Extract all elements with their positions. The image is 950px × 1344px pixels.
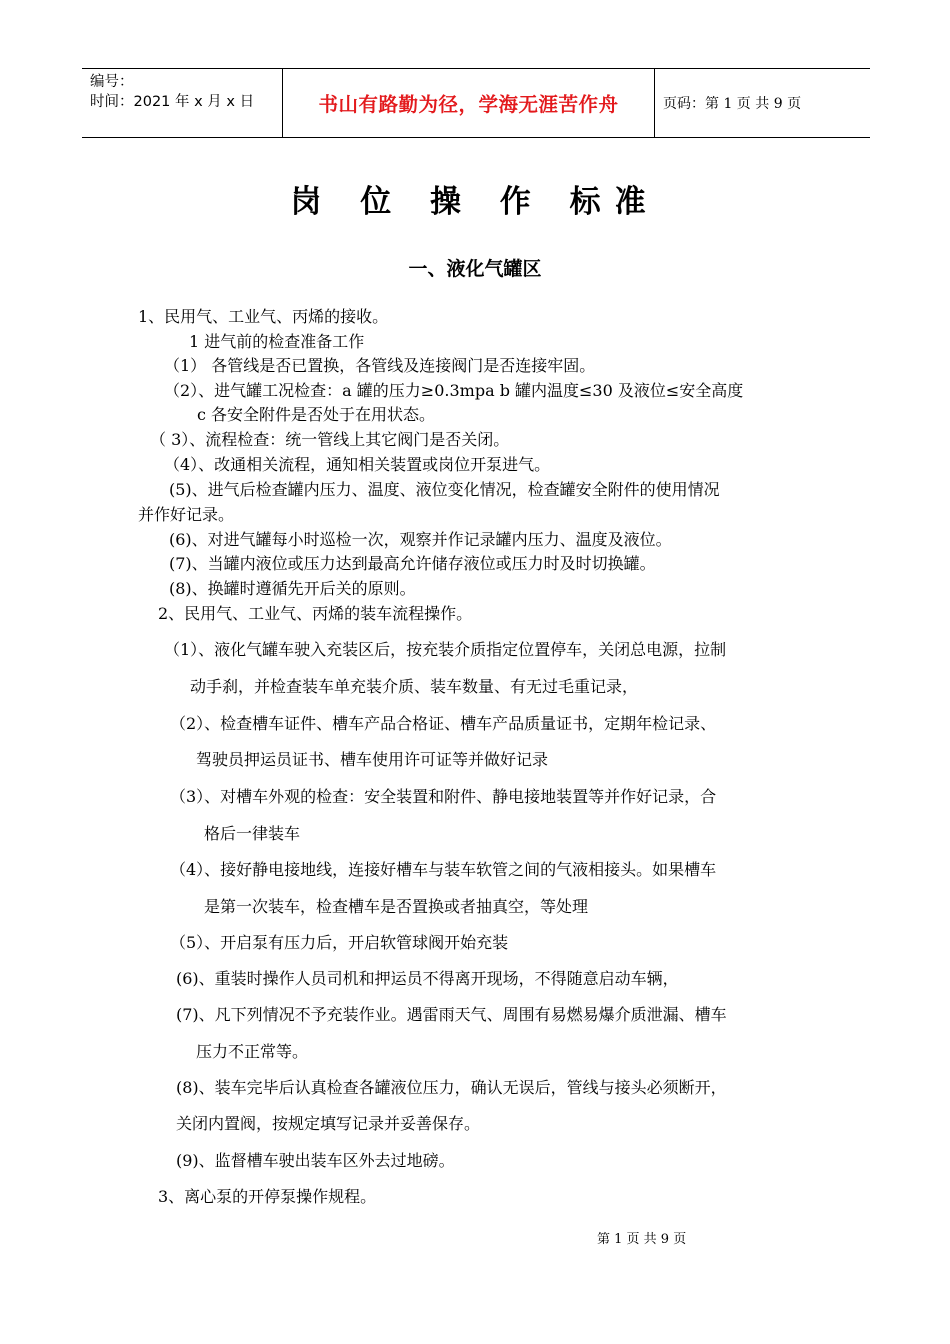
body-line: c 各安全附件是否处于在用状态。 (197, 405, 436, 424)
body-line: （2）、进气罐工况检查：a 罐的压力≥0.3mpa b 罐内温度≤30 及液位≤安全高度 (164, 381, 744, 400)
body-line: 3、离心泵的开停泵操作规程。 (158, 1187, 377, 1206)
body-line: 2、民用气、工业气、丙烯的装车流程操作。 (158, 604, 473, 623)
document-title (0, 176, 950, 221)
body-line: （5）、开启泵有压力后，开启软管球阀开始充装 (170, 933, 509, 952)
body-line: 并作好记录。 (138, 505, 235, 524)
header-motto: 书山有路勤为径，学海无涯苦作舟 (282, 69, 655, 137)
body-line: 压力不正常等。 (196, 1042, 309, 1061)
document-date-label: 时间：2021 年 x 月 x 日 (90, 94, 255, 110)
body-line: （ 3）、流程检查：统一管线上其它阀门是否关闭。 (150, 430, 510, 449)
body-line: （3）、对槽车外观的检查：安全装置和附件、静电接地装置等并作好记录，合 (170, 787, 717, 806)
section-title: 一、液化气罐区 (408, 258, 542, 280)
body-line: （2）、检查槽车证件、槽车产品合格证、槽车产品质量证书，定期年检记录、 (170, 714, 717, 733)
body-line: 格后一律装车 (204, 824, 301, 843)
body-line: （1） 各管线是否已置换，各管线及连接阀门是否连接牢固。 (164, 356, 596, 375)
body-line: (8)、装车完毕后认真检查各罐液位压力，确认无误后，管线与接头必须断开， (176, 1078, 727, 1097)
document-number-label: 编号： (90, 74, 134, 90)
body-line: （4）、接好静电接地线，连接好槽车与装车软管之间的气液相接头。如果槽车 (170, 860, 717, 879)
body-line: 1 进气前的检查准备工作 (189, 332, 365, 351)
header-left-cell (82, 69, 282, 137)
document-title-text: 岗 位 操 作 标准 (290, 184, 660, 220)
body-line: 动手刹，并检查装车单充装介质、装车数量、有无过毛重记录， (190, 677, 639, 696)
body-line: (7)、当罐内液位或压力达到最高允许储存液位或压力时及时切换罐。 (169, 554, 656, 573)
footer-page-number: 第 1 页 共 9 页 (597, 1232, 687, 1247)
body-line: (8)、换罐时遵循先开后关的原则。 (169, 579, 416, 598)
body-line: (7)、凡下列情况不予充装作业。遇雷雨天气、周围有易燃易爆介质泄漏、槽车 (176, 1005, 727, 1024)
body-line: 驾驶员押运员证书、槽车使用许可证等并做好记录 (196, 750, 549, 769)
body-line: (9)、监督槽车驶出装车区外去过地磅。 (176, 1151, 455, 1170)
body-line: 是第一次装车，检查槽车是否置换或者抽真空，等处理 (204, 897, 589, 916)
body-line: (6)、重装时操作人员司机和押运员不得离开现场，不得随意启动车辆， (176, 969, 679, 988)
body-line: 关闭内置阀，按规定填写记录并妥善保存。 (176, 1114, 481, 1133)
body-line: 1、民用气、工业气、丙烯的接收。 (138, 307, 389, 326)
header-page-info: 页码：第 1 页 共 9 页 (663, 96, 802, 112)
body-line: (6)、对进气罐每小时巡检一次，观察并作记录罐内压力、温度及液位。 (169, 530, 672, 549)
body-line: （4）、改通相关流程，通知相关装置或岗位开泵进气。 (164, 455, 551, 474)
body-line: （1）、液化气罐车驶入充装区后，按充装介质指定位置停车，关闭总电源，拉制 (164, 640, 727, 659)
page-header (82, 68, 870, 138)
body-line: (5)、进气后检查罐内压力、温度、液位变化情况，检查罐安全附件的使用情况 (169, 480, 720, 499)
